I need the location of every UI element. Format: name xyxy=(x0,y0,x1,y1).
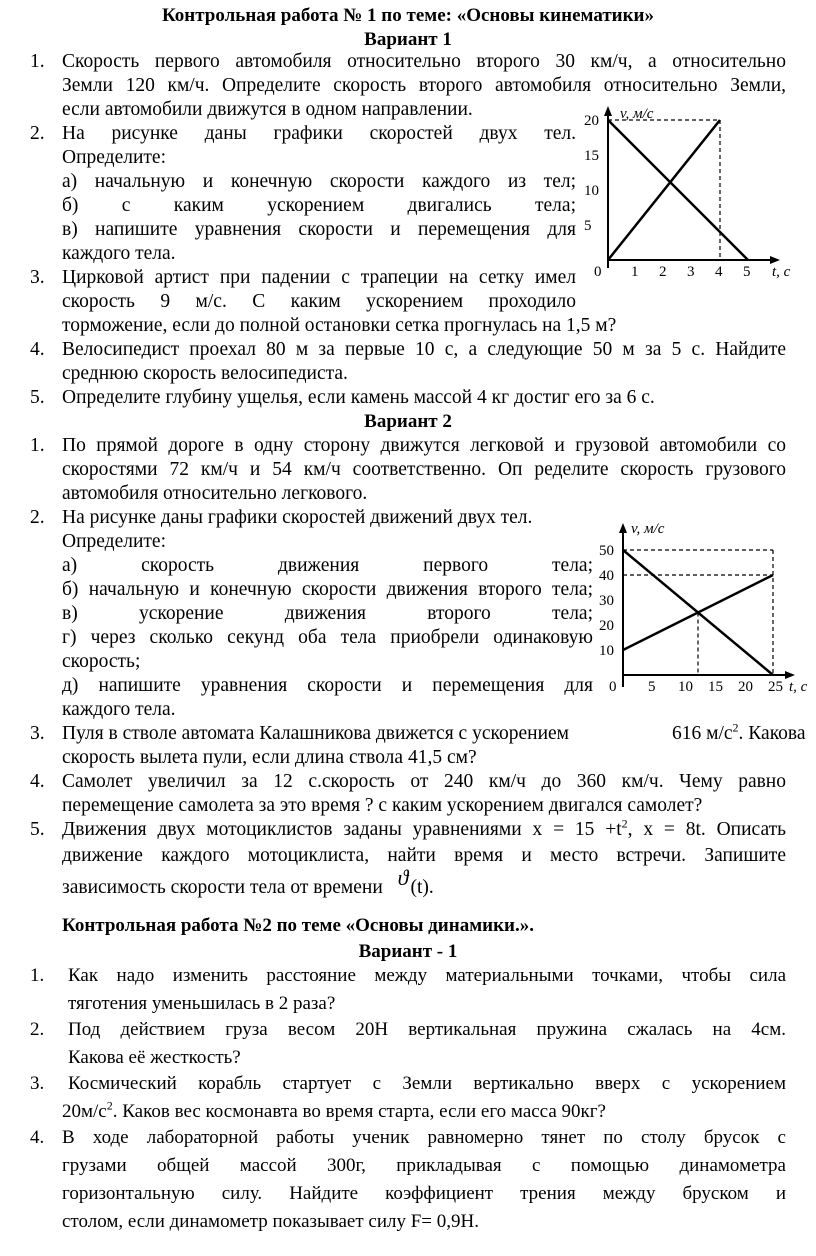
kr2-title: Контрольная работа №2 по теме «Основы динамики.». xyxy=(62,915,534,936)
g2-x-label: t, с xyxy=(789,679,808,695)
g2-x-tick-20: 20 xyxy=(738,679,753,695)
v2-task-1: 1. По прямой дороге в одну сторону движутся легковой и грузовой автомобили со скоростями 72 км/ч и 54 км/ч соответственно. Оп ределите скорость грузового автомобиля относительно легкового. xyxy=(30,435,786,504)
g1-x-tick-2: 2 xyxy=(659,264,667,280)
g1-series-1 xyxy=(608,120,720,260)
kr2-task-1: 1. Как надо изменить расстояние между материальными точками, чтобы сила тяготения уменьшилась в 2 раза? xyxy=(30,965,786,1014)
g1-x-tick-5: 5 xyxy=(743,264,751,280)
g1-x-tick-3: 3 xyxy=(687,264,695,280)
g1-y-tick-5: 5 xyxy=(584,218,592,234)
g2-origin: 0 xyxy=(609,679,617,695)
g2-y-tick-40: 40 xyxy=(599,568,614,584)
g1-x-tick-4: 4 xyxy=(715,264,723,280)
kr1-variant2-title: Вариант 2 xyxy=(364,411,452,432)
g1-series-2 xyxy=(608,120,748,260)
g2-y-label: v, м/с xyxy=(631,521,665,537)
kr1-title: Контрольная работа № 1 по теме: «Основы кинематики» xyxy=(161,5,655,26)
g1-y-tick-15: 15 xyxy=(584,148,599,164)
g2-x-tick-25: 25 xyxy=(768,679,783,695)
g1-y-arrow xyxy=(604,106,612,116)
v1-task-4: 4. Велосипедист проехал 80 м за первые 10 с, а следующие 50 м за 5 с. Найдите среднюю скорость велосипедиста. xyxy=(30,339,786,384)
g2-x-tick-15: 15 xyxy=(708,679,723,695)
theta-symbol: ϑ xyxy=(397,865,409,890)
g1-x-label: t, с xyxy=(772,264,791,280)
kr2-task-3: 3. Космический корабль стартует с Земли вертикально вверх с ускорением $20м/с^2$. Каков вес космонавта во время старта, если его масса 90кг? xyxy=(30,1073,786,1122)
kr1-variant1-title: Вариант 1 xyxy=(364,29,452,50)
g2-y-arrow xyxy=(619,523,627,533)
g2-y-tick-30: 30 xyxy=(599,593,614,609)
g1-y-tick-20: 20 xyxy=(584,113,599,129)
v2-task-3: 3. Пуля в стволе автомата Калашникова движется с ускорением 616 $м/с^2$. Какова скорость вылета пули, если длина ствола 41,5 см? xyxy=(30,720,806,768)
v1-task-1: 1. Скорость первого автомобиля относительно второго 30 км/ч, а относительно Земли 120 км/ч. Определите скорость второго автомобиля относительно Земли, если автомобили движутся в одном направлении. xyxy=(30,51,786,120)
g2-x-tick-10: 10 xyxy=(678,679,693,695)
velocity-graph-variant2 xyxy=(595,515,815,700)
g2-y-tick-10: 10 xyxy=(599,643,614,659)
v1-task-5: 5. Определите глубину ущелья, если камень массой 4 кг достиг его за 6 с. xyxy=(30,387,655,408)
kr2-task-2: 2. Под действием груза весом 20Н вертикальная пружина сжалась на 4см. Какова её жесткость? xyxy=(30,1019,786,1068)
g1-x-tick-1: 1 xyxy=(631,264,639,280)
g2-y-tick-50: 50 xyxy=(599,543,614,559)
v2-task-2: 2. На рисунке даны графики скоростей движений двух тел. Определите: а) скорость движения первого тела; б) начальную и конечную скорости движения второго тела; в) ускорение движения второго тела; г) через сколько секунд оба тела приобрели одинаковую скорость; д) напишите уравнения скорости и перемещения для каждого тела. xyxy=(30,507,593,720)
g1-origin: 0 xyxy=(594,264,602,280)
g2-y-tick-20: 20 xyxy=(599,618,614,634)
g1-y-tick-10: 10 xyxy=(584,183,599,199)
g2-x-arrow xyxy=(785,671,795,679)
velocity-graph-variant1 xyxy=(580,100,800,280)
kr2-task-4: 4. В ходе лабораторной работы ученик равномерно тянет по столу брусок с грузами общей массой 300г, прикладывая с помощью динамометра горизонтальную силу. Найдите коэффициент трения между бруском и столом, если динамометр показывает силу F= 0,9Н. xyxy=(30,1127,786,1232)
g1-y-label: v, м/с xyxy=(620,106,654,122)
v2-task-4: 4. Самолет увеличил за 12 с.скорость от 240 км/ч до 360 км/ч. Чему равно перемещение самолета за это время ? с каким ускорением двигался самолет? xyxy=(30,771,786,816)
v2-task-5: 5. Движения двух мотоциклистов заданы уравнениями $x = 15 +t^2$, x = 8t. Описать движение каждого мотоциклиста, найти время и место встречи. Запишите зависимость скорости тела от времени ϑ (t). xyxy=(30,816,787,898)
v1-task-3: 3. Цирковой артист при падении с трапеции на сетку имел скорость 9 м/с. С каким ускорением проходило торможение, если до полной остановки сетка прогнулась на 1,5 м? xyxy=(30,267,617,336)
kr2-variant1-title: Вариант - 1 xyxy=(358,941,458,962)
g1-x-arrow xyxy=(770,256,780,264)
v1-task-2: 2. На рисунке даны графики скоростей двух тел. Определите: а) начальную и конечную скорости каждого из тел; б) с каким ускорением двигались тела; в) напишите уравнения скорости и перемещения для каждого тела. xyxy=(30,123,576,264)
g2-x-tick-5: 5 xyxy=(648,679,656,695)
